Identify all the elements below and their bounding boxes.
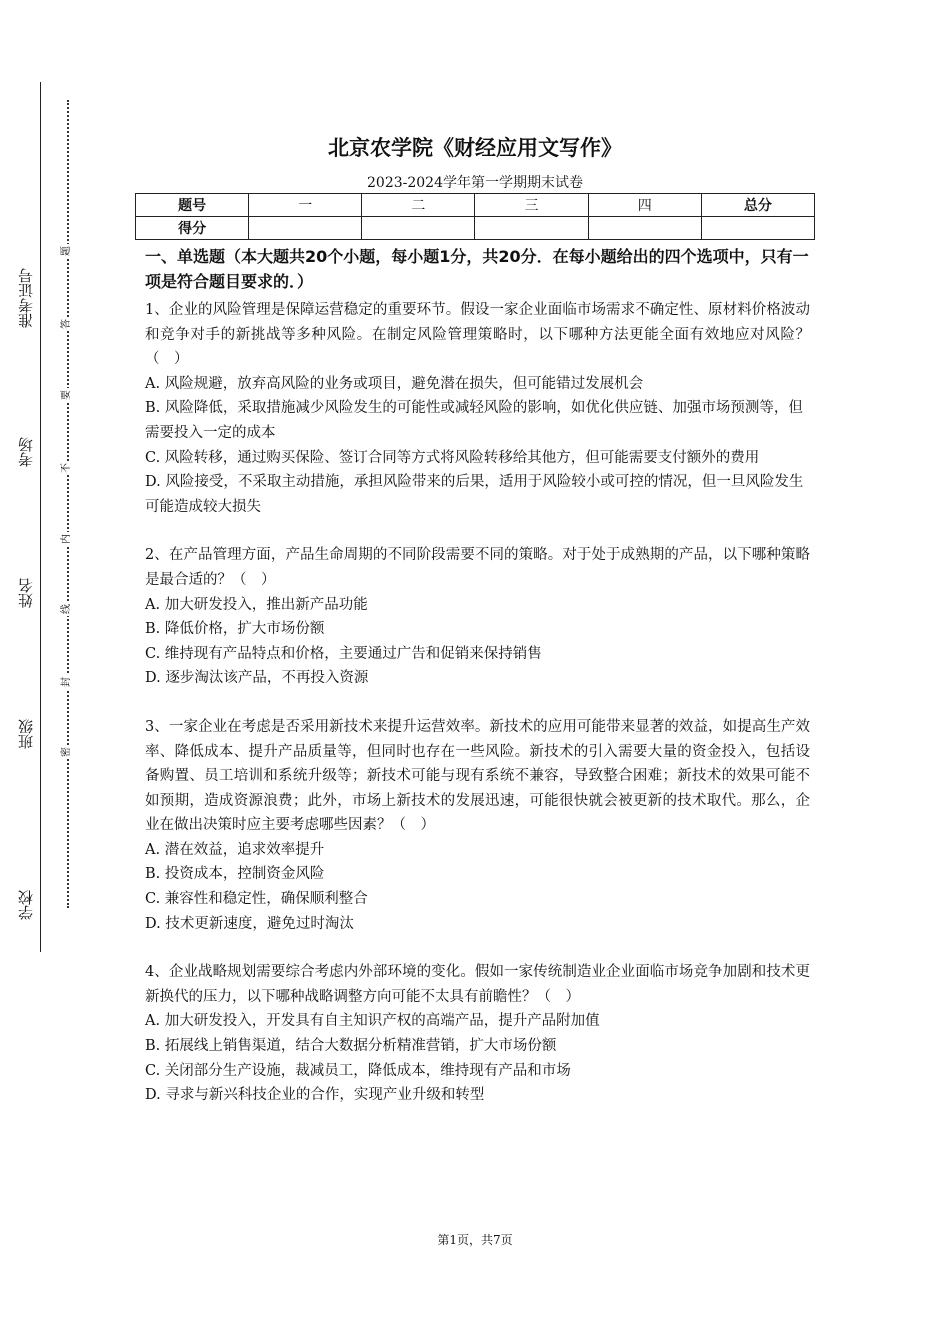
score-table-score-row <box>136 217 815 240</box>
option-list <box>145 593 810 691</box>
question-stem: 3、一家企业在考虑是否采用新技术来提升运营效率。新技术的应用可能带来显著的效益，如提高生产效率、降低成本、提升产品质量等，但同时也存在一些风险。新技术的引入需要大量的资金投入，包括设备购置、员工培训和系统升级等；新技术可能与现有系统不兼容，导致整合困难；新技术的效果可能不如预期，造成资源浪费；此外，市场上新技术的发展迅速，可能很快就会被更新的技术取代。那么，企业在做出决策时应主要考虑哪些因素？（ ） <box>145 718 810 834</box>
question-1 <box>145 298 810 519</box>
option-b: B. 投资成本，控制资金风险 <box>145 866 325 883</box>
score-table <box>135 193 815 240</box>
score-table-cell: 一 <box>249 194 362 217</box>
option-b: B. 降低价格，扩大市场份额 <box>145 621 325 638</box>
option-c: C. 兼容性和稳定性，确保顺利整合 <box>145 891 368 908</box>
seal-char: 要 <box>61 390 72 400</box>
score-table-cell: 二 <box>362 194 475 217</box>
option-d: D. 逐步淘汰该产品，不再投入资源 <box>145 670 369 687</box>
score-table-cell: 三 <box>475 194 588 217</box>
option-a: A. 风险规避，放弃高风险的业务或项目，避免潜在损失，但可能错过发展机会 <box>145 375 644 392</box>
option-list <box>145 1009 810 1107</box>
option-d: D. 风险接受，不采取主动措施，承担风险带来的后果，适用于风险较小或可控的情况，但一旦风险发生可能造成较大损失 <box>145 474 804 515</box>
binding-label-name: 姓名 <box>17 578 35 608</box>
page-subtitle: 2023-2024学年第一学期期末试卷 <box>367 175 583 191</box>
binding-label-exam-number: 准考证号 <box>17 268 35 328</box>
option-list <box>145 838 810 936</box>
option-c: C. 维持现有产品特点和价格，主要通过广告和促销来保持销售 <box>145 645 542 662</box>
seal-char: 线 <box>61 604 72 614</box>
score-input-cell <box>249 217 362 240</box>
page-footer: 第1页，共7页 <box>437 1233 513 1247</box>
option-d: D. 寻求与新兴科技企业的合作，实现产业升级和转型 <box>145 1087 485 1104</box>
score-input-cell <box>475 217 588 240</box>
option-c: C. 风险转移，通过购买保险、签订合同等方式将风险转移给其他方，但可能需要支付额外的费用 <box>145 449 760 466</box>
question-2 <box>145 543 810 691</box>
score-table-cell: 得分 <box>136 217 249 240</box>
question-3 <box>145 715 810 936</box>
score-input-cell <box>701 217 814 240</box>
option-a: A. 潜在效益，追求效率提升 <box>145 841 325 858</box>
score-table-header-row <box>136 194 815 217</box>
binding-label-school: 学校 <box>17 890 35 920</box>
score-input-cell <box>362 217 475 240</box>
option-c: C. 关闭部分生产设施，裁减员工，降低成本，维持现有产品和市场 <box>145 1062 571 1079</box>
question-4 <box>145 960 810 1108</box>
score-table-cell: 四 <box>588 194 701 217</box>
question-stem: 4、企业战略规划需要综合考虑内外部环境的变化。假如一家传统制造业企业面临市场竞争加剧和技术更新换代的压力，以下哪种战略调整方向可能不太具有前瞻性？（ ） <box>145 964 810 1005</box>
option-a: A. 加大研发投入，开发具有自主知识产权的高端产品，提升产品附加值 <box>145 1013 600 1030</box>
score-table-cell: 题号 <box>136 194 249 217</box>
option-a: A. 加大研发投入，推出新产品功能 <box>145 596 368 613</box>
option-d: D. 技术更新速度，避免过时淘汰 <box>145 915 354 932</box>
score-table-cell: 总分 <box>701 194 814 217</box>
option-b: B. 拓展线上销售渠道，结合大数据分析精准营销，扩大市场份额 <box>145 1038 557 1055</box>
question-stem: 1、企业的风险管理是保障运营稳定的重要环节。假设一家企业面临市场需求不确定性、原材料价格波动和竞争对手的新挑战等多种风险。在制定风险管理策略时，以下哪种方法更能全面有效地应对风险？（ ） <box>145 302 810 368</box>
score-input-cell <box>588 217 701 240</box>
seal-char: 题 <box>61 246 72 256</box>
question-stem: 2、在产品管理方面，产品生命周期的不同阶段需要不同的策略。对于处于成熟期的产品，以下哪种策略是最合适的？（ ） <box>145 547 810 588</box>
question-content <box>145 244 810 1132</box>
binding-label-exam-room: 考场 <box>17 437 35 467</box>
section-heading: 一、单选题（本大题共20个小题，每小题1分，共20分．在每小题给出的四个选项中，只有一项是符合题目要求的．） <box>145 247 809 291</box>
seal-char: 密 <box>61 747 72 757</box>
seal-char: 答 <box>61 319 72 329</box>
seal-char: 内 <box>61 534 72 544</box>
binding-label-class: 班级 <box>17 719 35 749</box>
option-b: B. 风险降低，采取措施减少风险发生的可能性或减轻风险的影响，如优化供应链、加强市场预测等，但需要投入一定的成本 <box>145 400 803 441</box>
seal-char: 不 <box>61 463 72 473</box>
binding-solid-line <box>40 82 41 952</box>
option-list <box>145 372 810 520</box>
seal-char: 封 <box>61 677 72 687</box>
seal-dotted-line <box>67 100 69 908</box>
page-title: 北京农学院《财经应用文写作》 <box>328 136 622 160</box>
